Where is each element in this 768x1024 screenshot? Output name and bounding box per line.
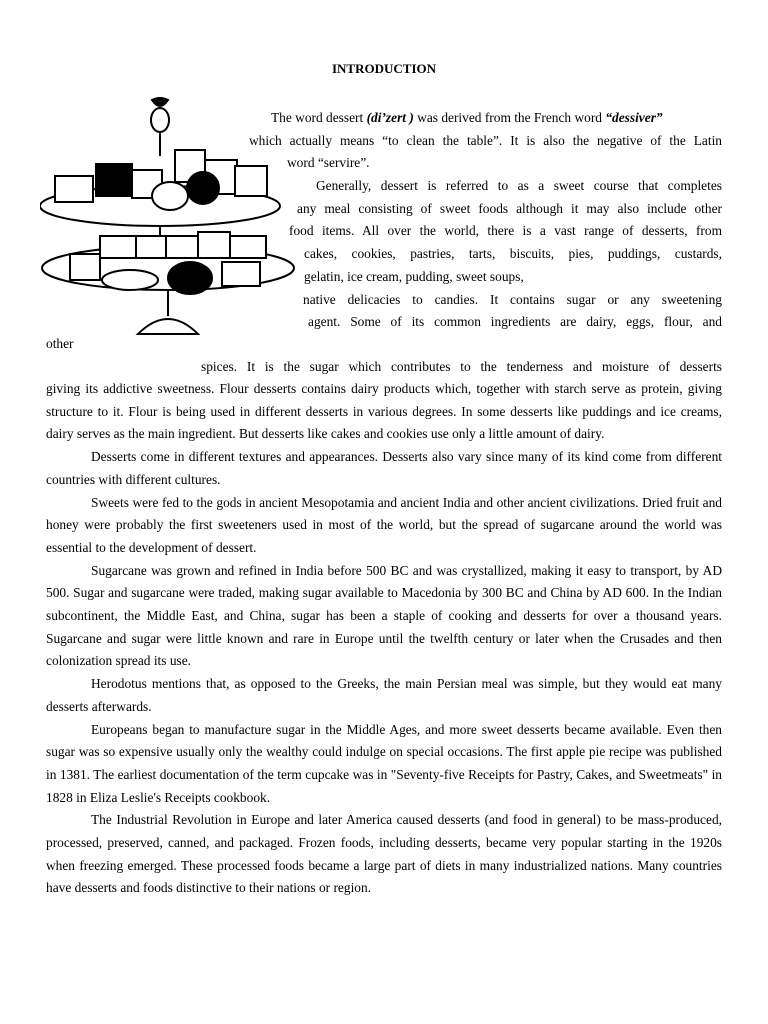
intro-line-1 [271, 110, 663, 126]
paragraph-3: Sweets were fed to the gods in ancient Mesopotamia and ancient India and other ancient civilizations. Dried fruit and honey were probably the first sweeteners used in most of the world, but the spread of sugarcane around the world was essential to the development of dessert. [46, 494, 722, 555]
french-word: “dessiver” [605, 110, 663, 125]
paragraph-7: The Industrial Revolution in Europe and later America caused desserts (and food in general) to be mass-produced, processed, preserved, canned, and packaged. Frozen foods, including desserts, became very popular starting in the 1920s when freezing emerged. These processed foods became a large part of diets in many industrialized nations. Many countries have desserts and foods distinctive to their nations or region. [46, 812, 722, 896]
paragraph-1: giving its addictive sweetness. Flour desserts contains dairy products which, together with starch serve as protein, giving structure to it. Flour is being used in different desserts in various degrees. In some desserts like puddings and ice creams, dairy serves as the main ingredient. But desserts like cakes and cookies use only a little amount of dairy. [46, 381, 722, 442]
intro-line-1-text-2: was derived from the French word [413, 110, 606, 125]
intro-line-2: which actually means “to clean the table”. It is also the negative of the Latin [249, 133, 722, 148]
intro-line-11: other [46, 336, 74, 351]
intro-line-4: Generally, dessert is referred to as a sweet course that completes [316, 178, 722, 193]
intro-line-6: food items. All over the world, there is a vast range of desserts, from [289, 223, 722, 238]
paragraph-6: Europeans began to manufacture sugar in the Middle Ages, and more sweet desserts became available. Even then sugar was so expensive usually only the wealthy could indulge on special occasions. The first apple pie recipe was published in 1381. The earliest documentation of the term cupcake was in "Seventy-five Receipts for Pastry, Cakes, and Sweetmeats" in 1828 in Eliza Leslie's Receipts cookbook. [46, 721, 722, 805]
intro-line-1-text: The word dessert [271, 110, 367, 125]
intro-line-5: any meal consisting of sweet foods although it may also include other [297, 201, 722, 216]
intro-line-7: cakes, cookies, pastries, tarts, biscuits, pies, puddings, custards, [304, 246, 722, 261]
paragraph-2: Desserts come in different textures and appearances. Desserts also vary since many of its kind come from different countries with different cultures. [46, 449, 722, 487]
body-text [46, 378, 722, 900]
paragraph-5: Herodotus mentions that, as opposed to the Greeks, the main Persian meal was simple, but they would eat many desserts afterwards. [46, 676, 722, 714]
intro-line-12: spices. It is the sugar which contributes to the tenderness and moisture of desserts [201, 359, 722, 374]
intro-line-3: word “servire”. [287, 155, 370, 170]
paragraph-4: Sugarcane was grown and refined in India before 500 BC and was crystallized, making it easy to transport, by AD 500. Sugar and sugarcane were traded, making sugar available to Macedonia by 300 BC and China by AD 600. In the Indian subcontinent, the Middle East, and China, sugar has been a staple of cooking and desserts for over a thousand years. Sugarcane and sugar were little known and rare in Europe until the twelfth century or later when the Crusades and then colonization spread its use. [46, 562, 722, 669]
intro-line-10: agent. Some of its common ingredients are dairy, eggs, flour, and [308, 314, 722, 329]
pronunciation: (di’zert ) [366, 110, 414, 125]
page-title: INTRODUCTION [331, 61, 436, 76]
intro-line-9: native delicacies to candies. It contains sugar or any sweetening [303, 292, 722, 307]
intro-line-8: gelatin, ice cream, pudding, sweet soups, [304, 269, 524, 284]
